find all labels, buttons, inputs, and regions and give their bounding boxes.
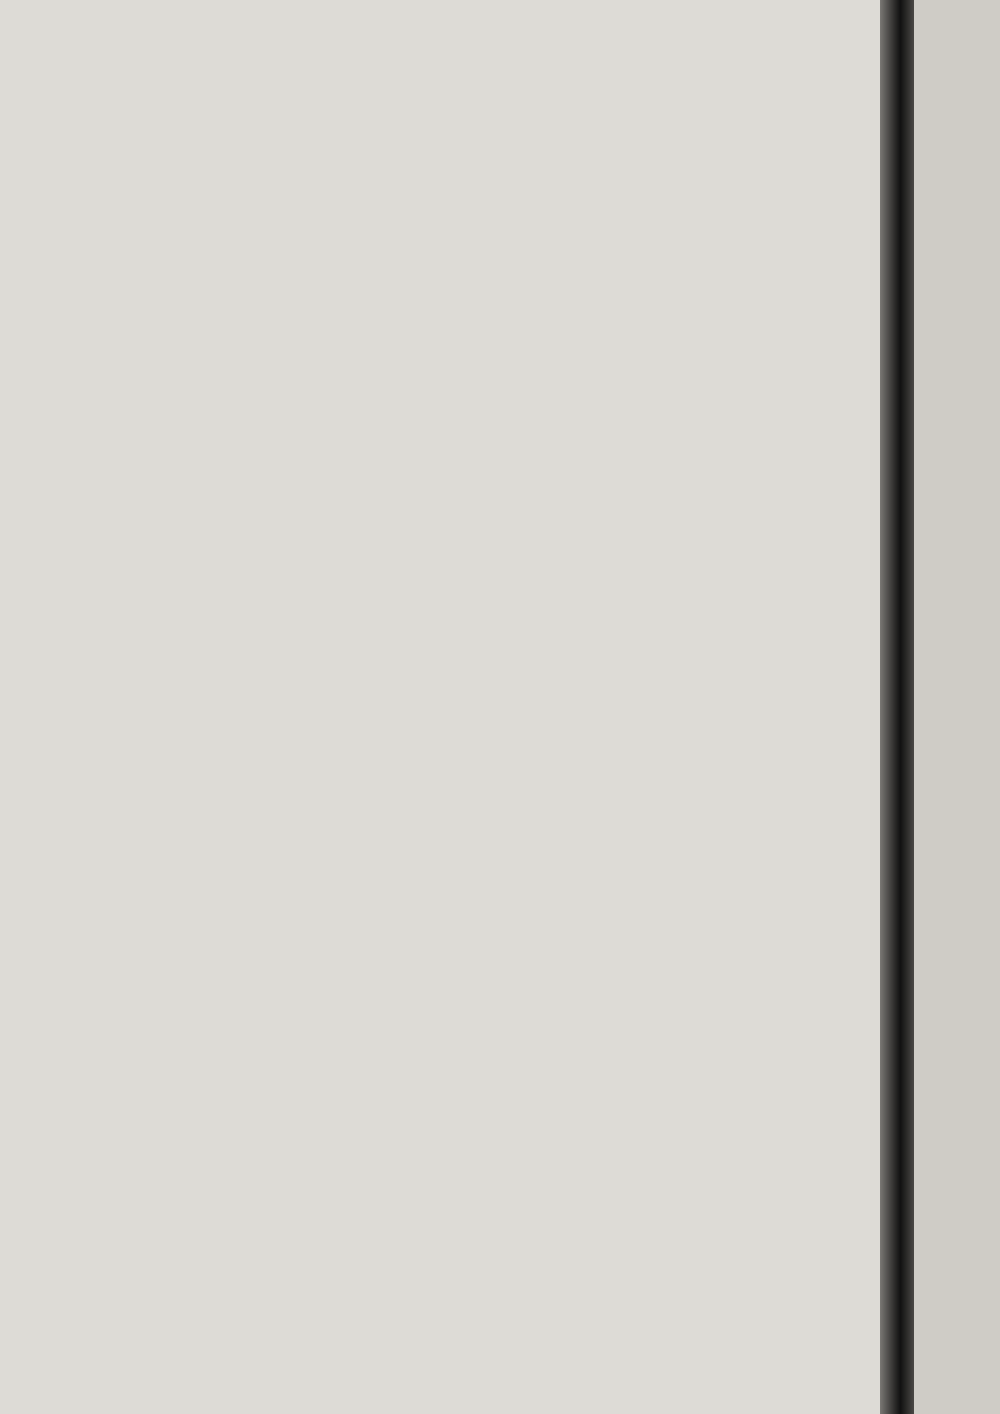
book-gutter	[880, 0, 914, 1414]
adjacent-page	[914, 0, 1000, 1414]
body-text	[88, 68, 880, 1408]
page-header	[88, 30, 868, 56]
